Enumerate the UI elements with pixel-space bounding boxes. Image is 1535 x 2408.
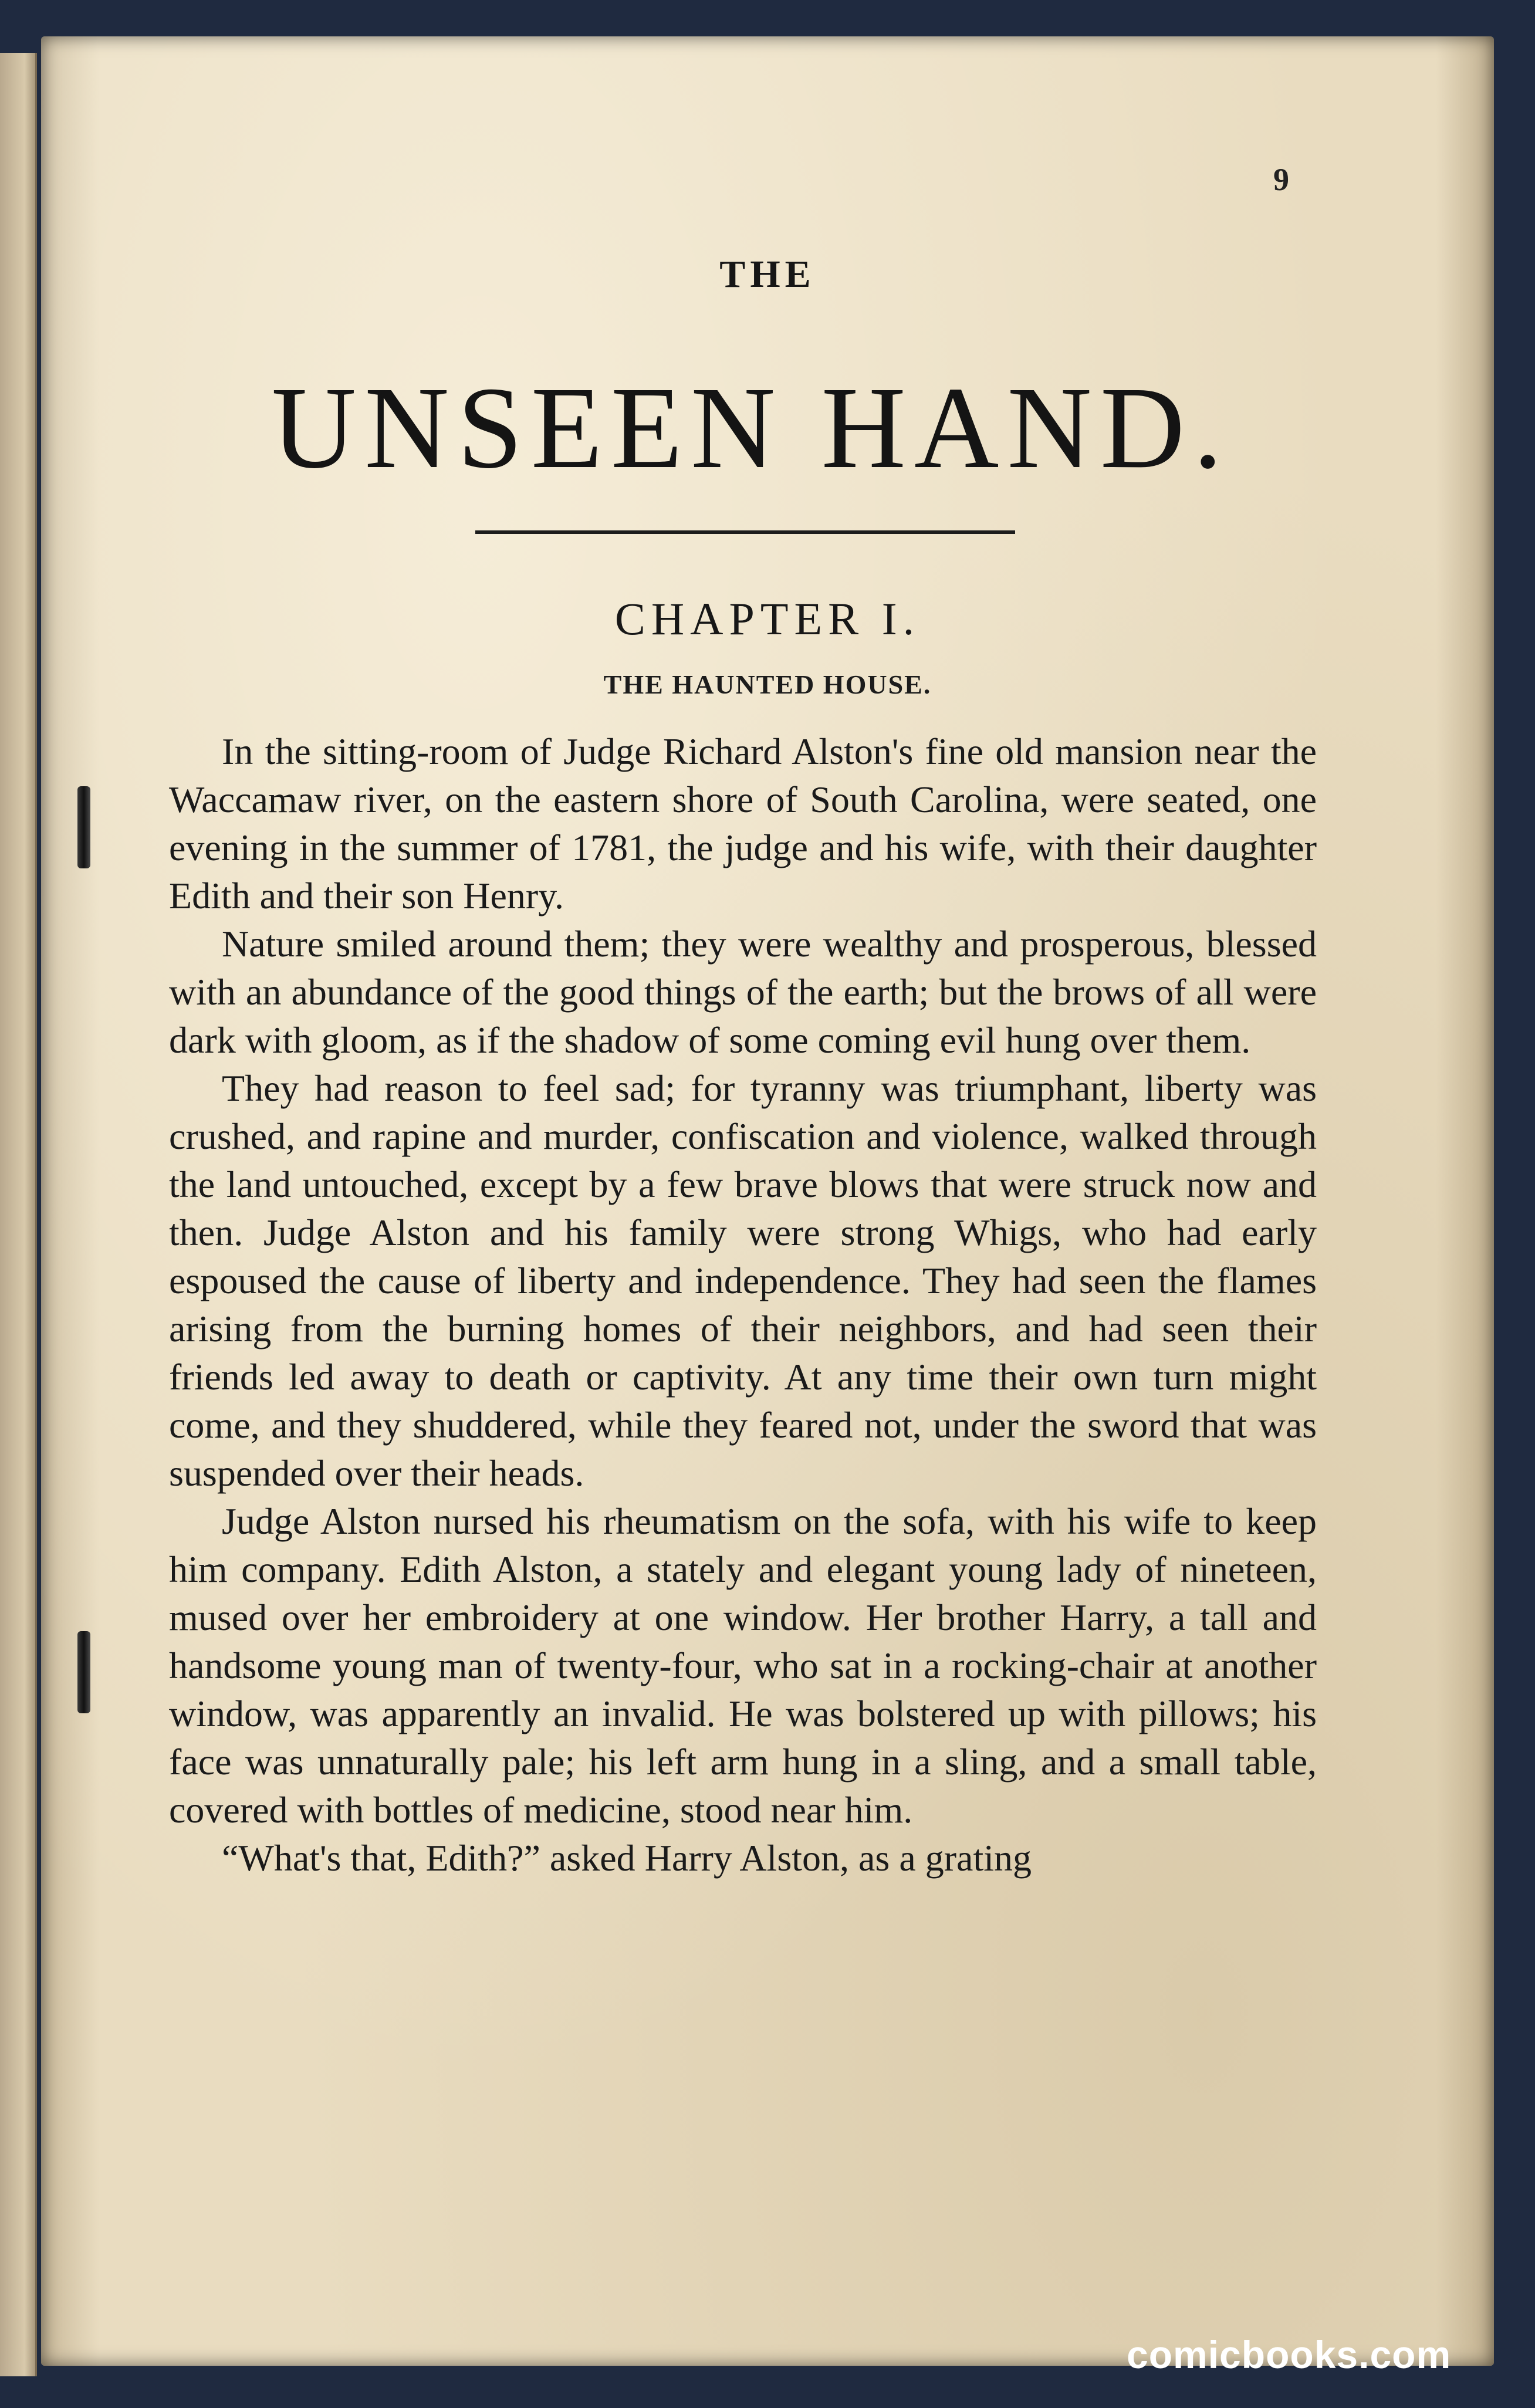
watermark-text: comicbooks.com: [1127, 2333, 1452, 2376]
staple-top: [77, 786, 90, 868]
book-title: UNSEEN HAND.: [271, 363, 1231, 493]
chapter-heading: CHAPTER I.: [614, 593, 921, 644]
paragraph: In the sitting-room of Judge Richard Alston's fine old mansion near the Waccamaw river, on the eastern shore of South Carolina, were seated, one evening in the summer of 1781, the judge and his wife, with their daughter Edith and their son Henry.: [169, 730, 1317, 916]
facing-page-edge: [0, 53, 37, 2376]
staple-bottom: [77, 1631, 90, 1713]
chapter-subtitle: THE HAUNTED HOUSE.: [603, 669, 932, 699]
paragraph: Nature smiled around them; they were wealthy and prosperous, blessed with an abundance of the good things of the earth; but the brows of all were dark with gloom, as if the shadow of some coming evil hung over them.: [169, 923, 1317, 1061]
title-rule-divider: [475, 530, 1015, 534]
paragraph: They had reason to feel sad; for tyranny was triumphant, liberty was crushed, and rapine and murder, confiscation and violence, walked through the land untouched, except by a few brave blows that were struck now and then. Judge Alston and his family were strong Whigs, who had early espoused the cause of liberty and independence. They had seen the flames arising from the burning homes of their neighbors, and had seen their friends led away to death or captivity. At any time their own turn might come, and they shuddered, while they feared not, under the sword that was suspended over their heads.: [169, 1067, 1317, 1494]
title-the: THE: [719, 253, 816, 296]
paragraph: “What's that, Edith?” asked Harry Alston, as a grating: [222, 1837, 1032, 1879]
chapter-body: [169, 728, 1317, 1882]
page-number: 9: [1273, 162, 1289, 197]
paragraph: Judge Alston nursed his rheumatism on the sofa, with his wife to keep him company. Edith Alston, a stately and elegant young lady of nineteen, mused over her embroidery at one window. Her brother Harry, a tall and handsome young man of twenty-four, who sat in a rocking-chair at another window, was apparently an invalid. He was bolstered up with pillows; his face was unnaturally pale; his left arm hung in a sling, and a small table, covered with bottles of medicine, stood near him.: [169, 1500, 1317, 1831]
